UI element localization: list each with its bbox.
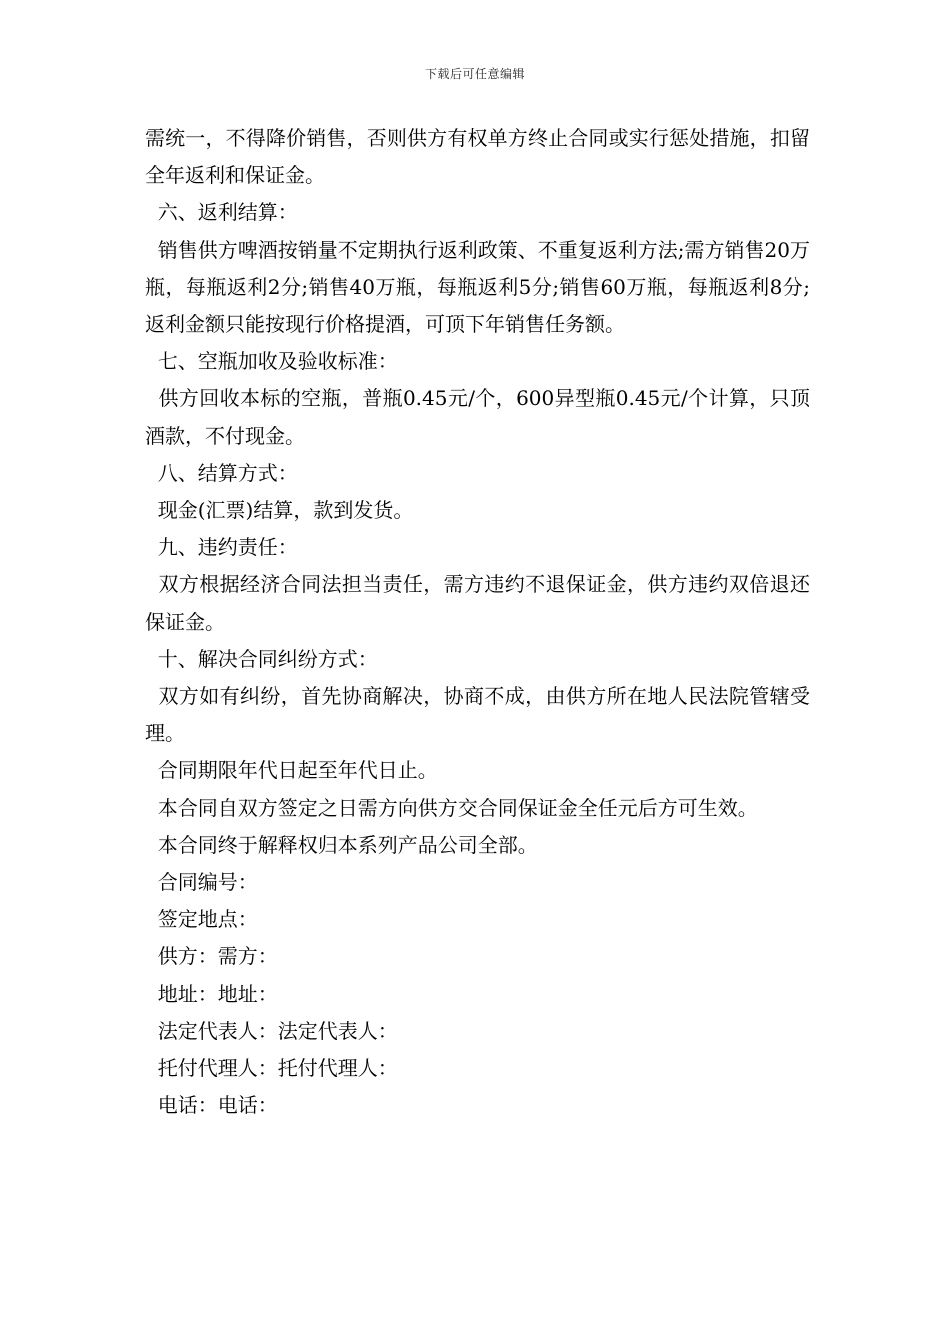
paragraph-penalty: 需统一，不得降价销售，否则供方有权单方终止合同或实行惩处措施，扣留全年返利和保证金。 — [145, 126, 810, 188]
field-address: 地址：地址： — [145, 981, 278, 1006]
heading-settlement-method: 八、结算方式： — [145, 460, 298, 485]
field-contract-number: 合同编号： — [145, 870, 258, 895]
heading-breach-liability: 九、违约责任： — [145, 535, 298, 560]
field-authorized-agent: 托付代理人：托付代理人： — [145, 1056, 398, 1081]
document-body — [145, 120, 810, 1124]
paragraph-contract-term: 合同期限年代日起至年代日止。 — [145, 758, 438, 783]
field-phone: 电话：电话： — [145, 1093, 278, 1118]
field-parties: 供方：需方： — [145, 944, 278, 969]
paragraph-interpretation: 本合同终于解释权归本系列产品公司全部。 — [145, 832, 538, 857]
paragraph-dispute-resolution: 双方如有纠纷，首先协商解决，协商不成，由供方所在地人民法院管辖受理。 — [145, 684, 811, 746]
paragraph-settlement-method: 现金(汇票)结算，款到发货。 — [145, 498, 414, 523]
heading-empty-bottle: 七、空瓶加收及验收标准： — [145, 349, 398, 374]
paragraph-deposit: 本合同自双方签定之日需方向供方交合同保证金全任元后方可生效。 — [145, 795, 758, 820]
heading-rebate-settlement: 六、返利结算： — [145, 200, 298, 225]
paragraph-rebate-policy: 销售供方啤酒按销量不定期执行返利政策、不重复返利方法;需方销售20万瓶，每瓶返利2分;销售40万瓶，每瓶返利5分;销售60万瓶，每瓶返利8分;返利金额只能按现行价格提酒，可顶下年销售任务额。 — [145, 237, 811, 337]
paragraph-breach-liability: 双方根据经济合同法担当责任，需方违约不退保证金，供方违约双倍退还保证金。 — [145, 572, 811, 634]
paragraph-empty-bottle: 供方回收本标的空瓶，普瓶0.45元/个，600异型瓶0.45元/个计算，只顶酒款，不付现金。 — [145, 386, 810, 448]
field-legal-representative: 法定代表人：法定代表人： — [145, 1018, 398, 1043]
heading-dispute-resolution: 十、解决合同纠纷方式： — [145, 646, 378, 671]
page-header: 下载后可任意编辑 — [424, 67, 525, 81]
field-signing-place: 签定地点： — [145, 907, 258, 932]
